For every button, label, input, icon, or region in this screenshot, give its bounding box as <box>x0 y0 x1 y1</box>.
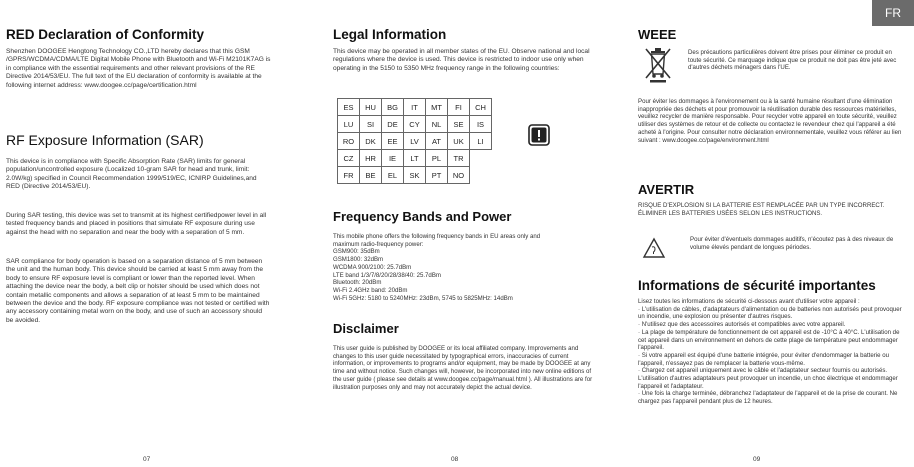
country-cell: NL <box>426 116 448 133</box>
red-title: RED Declaration of Conformity <box>6 27 205 42</box>
country-row <box>338 116 492 133</box>
red-text: Shenzhen DOOGEE Hengtong Technology CO.,LTD hereby declares that this GSM /GPRS/WCDMA/CDMA/LTE Digital Mobile Phone with Bluetooth and Wi-Fi M2101K7AG is in compliance with the essential requirements and other relevant provisions of the RE Directive 2014/53/EU. The full text of the EU declaration of conformity is available at the following internet address: www.doogee.cc/page/certification.html <box>6 48 271 89</box>
weee-side: Des précautions particulières doivent être prises pour éliminer ce produit en toute sécurité. Ce marquage indique que ce produit ne doit pas être jeté avec d'autres déchets ménagers dans l'UE. <box>688 49 897 72</box>
disclaimer-title: Disclaimer <box>333 321 399 336</box>
country-cell: CZ <box>338 150 360 167</box>
freq-line: LTE band 1/3/7/8/20/28/38/40: 25.7dBm <box>333 271 441 279</box>
country-cell: PL <box>426 150 448 167</box>
country-cell: RO <box>338 133 360 150</box>
safety-lines <box>638 298 906 406</box>
freq-line: WCDMA 900/2100: 25.7dBm <box>333 263 412 271</box>
safety-line: · L'utilisation de câbles, d'adaptateurs d'alimentation ou de batteries non autorisés peut provoquer un incendie, une explosion ou présenter d'autres risques. <box>638 305 902 321</box>
avertir-title: AVERTIR <box>638 182 695 197</box>
safety-line: · N'utilisez que des accessoires autorisés et compatibles avec votre appareil. <box>638 321 846 329</box>
country-row <box>338 150 492 167</box>
safety-line: · Chargez cet appareil uniquement avec le câble et l'adaptateur secteur fournis ou autorisés. L'utilisation d'autres adaptateurs peut provoquer un incendie, un choc électrique et endommager l'appareil et l'adaptateur. <box>638 367 898 390</box>
country-cell: FI <box>448 99 470 116</box>
page-number: 08 <box>451 456 459 463</box>
country-cell: IT <box>404 99 426 116</box>
country-cell: SE <box>448 116 470 133</box>
country-cell: LT <box>404 150 426 167</box>
warning-icon <box>528 124 550 151</box>
avertir-text: RISQUE D'EXPLOSION SI LA BATTERIE EST REMPLACÉE PAR UN TYPE INCORRECT. ÉLIMINER LES BATTERIES USÉES SELON LES INSTRUCTIONS. <box>638 202 885 217</box>
legal-title: Legal Information <box>333 27 447 42</box>
country-row <box>338 133 492 150</box>
legal-text: This device may be operated in all member states of the EU. Observe national and local regulations where the device is used. This device is restricted to indoor use only when operating in the 5150 to 5350 MHz frequency range in the following countries: <box>333 48 590 72</box>
hearing-warning-icon <box>642 237 666 264</box>
crossed-bin-icon <box>643 45 673 88</box>
country-table <box>337 98 492 184</box>
country-cell: DK <box>360 133 382 150</box>
country-cell: UK <box>448 133 470 150</box>
country-cell: BG <box>382 99 404 116</box>
freq-line: Wi-Fi 2.4GHz band: 20dBm <box>333 286 408 294</box>
country-cell: LU <box>338 116 360 133</box>
country-row <box>338 167 492 184</box>
country-cell: LI <box>470 133 492 150</box>
country-cell: CH <box>470 99 492 116</box>
country-cell: PT <box>426 167 448 184</box>
freq-line: Bluetooth: 20dBm <box>333 279 382 287</box>
sar-p2: During SAR testing, this device was set to transmit at its highest certifiedpower level in all tested frequency bands and placed in positions that simulate RF exposure during use against the head with no separation and near the body with a separation of 5 mm. <box>6 212 267 236</box>
country-cell: FR <box>338 167 360 184</box>
safety-line: · La plage de température de fonctionnement de cet appareil est de -10°C à 40°C. L'utilisation de cet appareil dans un environnement en dehors de cette plage de température peut endommager l'appareil. <box>638 328 900 352</box>
country-cell: NO <box>448 167 470 184</box>
sar-p3: SAR compliance for body operation is based on a separation distance of 5 mm between the unit and the human body. This device should be carried at least 5 mm away from the body to ensure RF exposure level is compliant or lower than the reported level. When attaching the device near the body, a belt clip or holster should be used which does not contain metallic components and allows a separation of at least 5 mm to be maintained between the device and the body. RF exposure compliance was not tested or certified with any accessory containing metal worn on the body, and use of such an accessory should be avoided. <box>6 258 270 324</box>
freq-line: GSM900: 35dBm <box>333 248 380 256</box>
country-cell: HR <box>360 150 382 167</box>
country-cell: BE <box>360 167 382 184</box>
freq-line: This mobile phone offers the following frequency bands in EU areas only and maximum radio-frequency power: <box>333 233 541 248</box>
safety-line: Lisez toutes les informations de sécurité ci-dessous avant d'utiliser votre appareil : <box>638 298 860 305</box>
page-number: 09 <box>753 456 761 463</box>
country-cell: ES <box>338 99 360 116</box>
safety-line: · Une fois la charge terminée, débranchez l'adaptateur de l'appareil et de la prise de courant. Ne chargez pas l'appareil pendant plus de 12 heures. <box>638 390 898 406</box>
country-cell: TR <box>448 150 470 167</box>
country-cell: EE <box>382 133 404 150</box>
freq-title: Frequency Bands and Power <box>333 209 512 224</box>
country-cell: CY <box>404 116 426 133</box>
sar-p1: This device is in compliance with Specific Absorption Rate (SAR) limits for general population/uncontrolled exposure (Localized 10-gram SAR for head and trunk, limit: 2.0W/kg) specified in Council Recommendation 1999/519/EC, ICNIRP Guidelines,and RED (Directive 2014/53/EU). <box>6 158 257 191</box>
page-number: 07 <box>143 456 151 463</box>
country-cell: EL <box>382 167 404 184</box>
country-cell: AT <box>426 133 448 150</box>
country-row <box>338 99 492 116</box>
weee-title: WEEE <box>638 27 677 42</box>
country-cell: IS <box>470 116 492 133</box>
country-cell: SK <box>404 167 426 184</box>
avertir-side: Pour éviter d'éventuels dommages auditifs, n'écoutez pas à des niveaux de volume élevés pendant de longues périodes. <box>690 236 894 251</box>
country-cell: SI <box>360 116 382 133</box>
language-tab: FR <box>872 0 914 26</box>
disclaimer-text: This user guide is published by DOOGEE or its local affiliated company. Improvements and changes to this user guide necessitated by typographical errors, inaccuracies of current information, or improvements to programs and/or equipment, may be made by DOOGEE at any time and without notice. Such changes will, however, be incorporated into new online editions of the user guide ( please see details at www.doogee.cc/page/manual.html ). All illustrations are for illustration purposes only and may not accurately depict the actual device. <box>333 345 593 391</box>
country-cell: HU <box>360 99 382 116</box>
freq-lines <box>333 233 568 302</box>
country-cell: IE <box>382 150 404 167</box>
safety-title: Informations de sécurité importantes <box>638 278 876 293</box>
weee-text: Pour éviter les dommages à l'environnement ou à la santé humaine résultant d'une élimination inappropriée des déchets et pour promouvoir la réutilisation durable des ressources matérielles, veuillez recycler de manière responsable. Pour recycler votre appareil en toute sécurité, veuillez utiliser des systèmes de retour et de collecte ou contactez le revendeur chez qui l'appareil a été acheté à l'origine. Pour consulter notre déclaration environnementale, veuillez vous référer au lien suivant : www.doogee.cc/page/environment.html <box>638 98 902 144</box>
country-cell: LV <box>404 133 426 150</box>
country-cell: DE <box>382 116 404 133</box>
country-cell: MT <box>426 99 448 116</box>
safety-line: · Si votre appareil est équipé d'une batterie intégrée, pour éviter d'endommager la batterie ou l'appareil, n'essayez pas de remplacer la batterie vous-même. <box>638 351 889 367</box>
sar-title: RF Exposure Information (SAR) <box>6 132 204 148</box>
freq-line: Wi-Fi 5GHz: 5180 to 5240MHz: 23dBm, 5745 to 5825MHz: 14dBm <box>333 294 513 302</box>
freq-line: GSM1800: 32dBm <box>333 256 384 264</box>
